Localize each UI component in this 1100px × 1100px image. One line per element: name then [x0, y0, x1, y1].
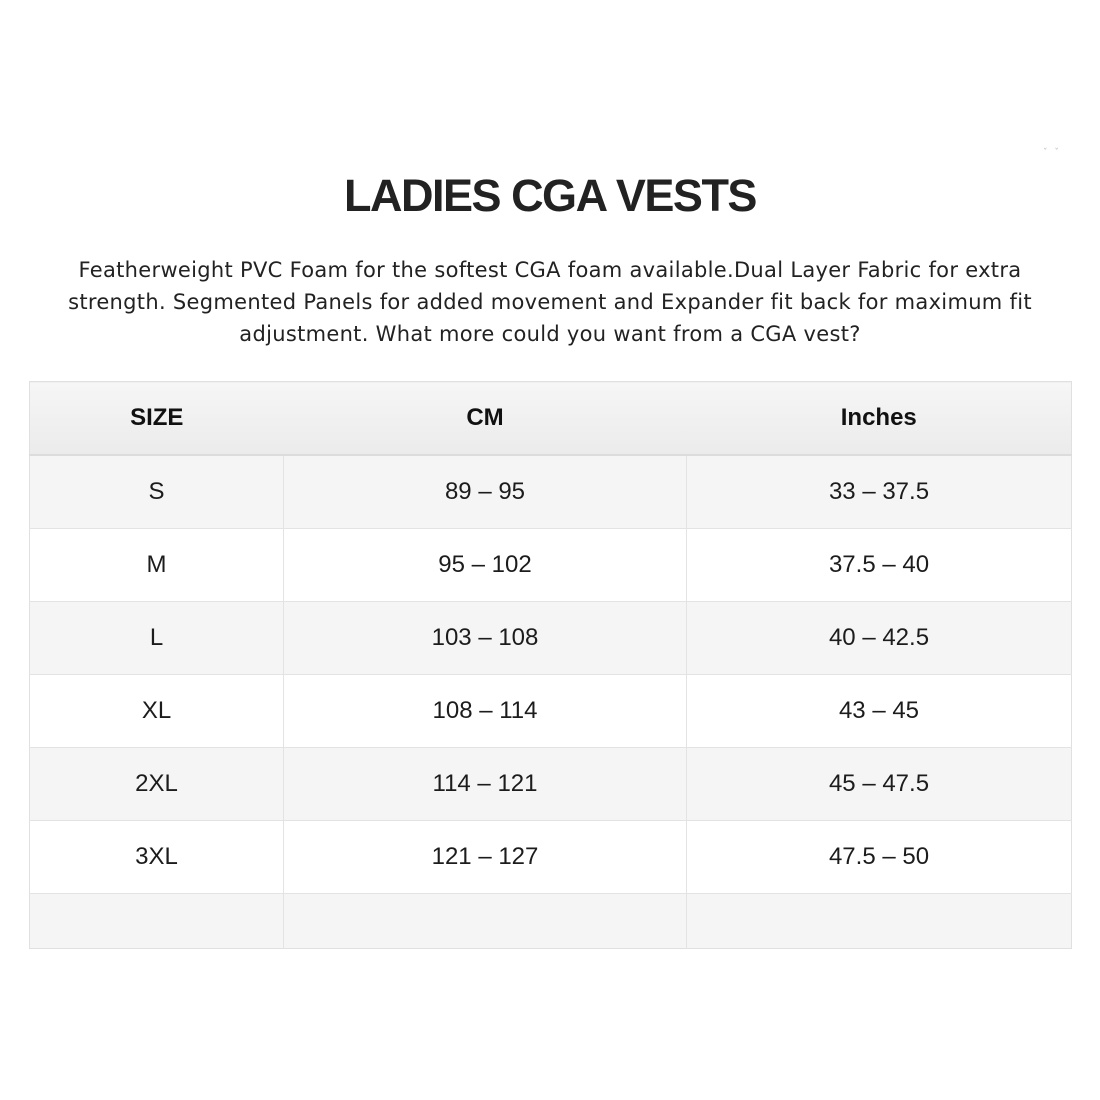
size-cell: [30, 894, 284, 949]
header-cm: CM: [284, 382, 687, 456]
cm-cell: 121 – 127: [284, 821, 687, 894]
table-row: [30, 602, 1072, 675]
cm-cell: 114 – 121: [284, 748, 687, 821]
cm-cell: [284, 894, 687, 949]
product-description: Featherweight PVC Foam for the softest CGA foam available.Dual Layer Fabric for extra strength. Segmented Panels for added movement and Expander fit back for maximum fit adjustment. What more could you want from a CGA vest?: [68, 258, 1032, 346]
inches-cell: 33 – 37.5: [687, 455, 1072, 529]
inches-cell: 47.5 – 50: [687, 821, 1072, 894]
size-cell: L: [30, 602, 284, 675]
inches-cell: 37.5 – 40: [687, 529, 1072, 602]
table-row: [30, 748, 1072, 821]
table-row: [30, 821, 1072, 894]
table-row: [30, 675, 1072, 748]
table-row-empty: [30, 894, 1072, 949]
size-cell: 3XL: [30, 821, 284, 894]
size-cell: M: [30, 529, 284, 602]
table-header-row: [30, 382, 1072, 456]
header-inches: Inches: [687, 382, 1072, 456]
cm-cell: 95 – 102: [284, 529, 687, 602]
table-row: [30, 529, 1072, 602]
header-size: SIZE: [30, 382, 284, 456]
size-chart-table: [29, 381, 1072, 949]
inches-cell: 45 – 47.5: [687, 748, 1072, 821]
inches-cell: [687, 894, 1072, 949]
size-cell: S: [30, 455, 284, 529]
table-row: [30, 455, 1072, 529]
inches-cell: 43 – 45: [687, 675, 1072, 748]
size-cell: 2XL: [30, 748, 284, 821]
page-title: LADIES CGA VESTS: [344, 170, 756, 221]
corner-mark: ˇ ˇ: [1043, 148, 1061, 158]
cm-cell: 89 – 95: [284, 455, 687, 529]
inches-cell: 40 – 42.5: [687, 602, 1072, 675]
cm-cell: 103 – 108: [284, 602, 687, 675]
cm-cell: 108 – 114: [284, 675, 687, 748]
size-cell: XL: [30, 675, 284, 748]
